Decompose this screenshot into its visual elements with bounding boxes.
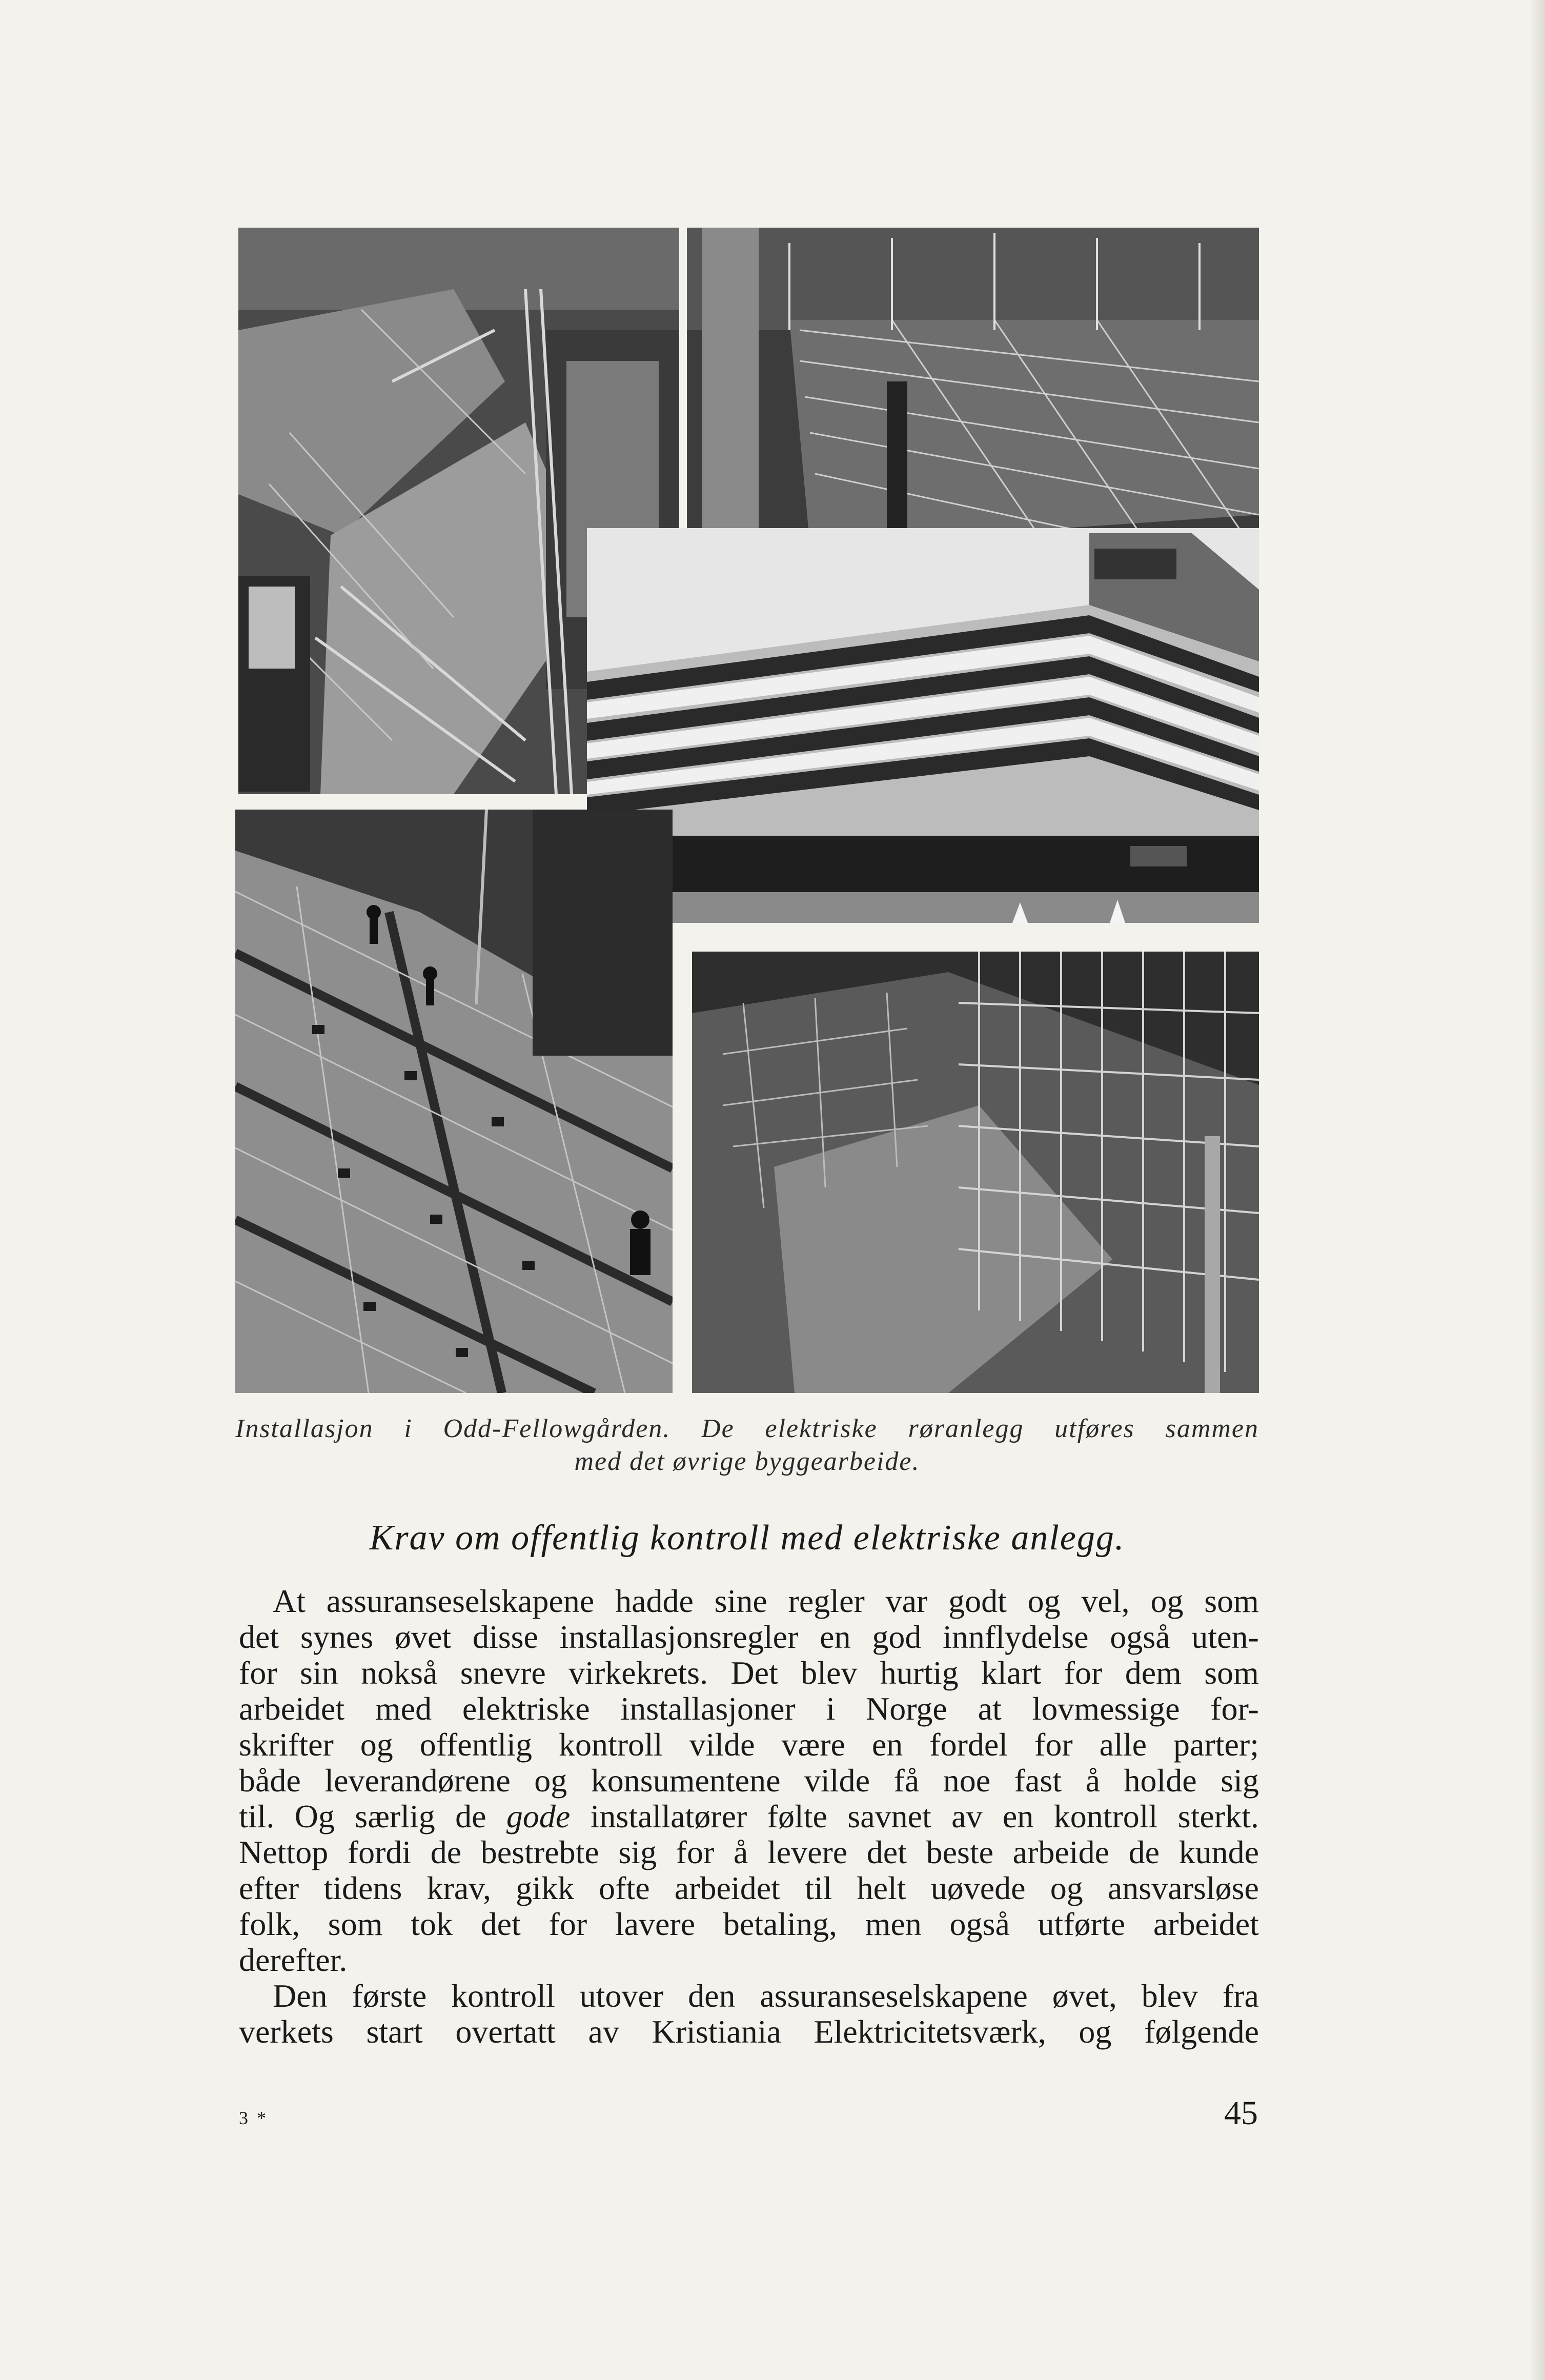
text-line <box>239 1942 1259 1978</box>
photo-odd-fellow-building <box>587 528 1259 923</box>
photo-caption <box>235 1413 1259 1478</box>
word: en <box>820 1619 851 1655</box>
text-line <box>239 1906 1259 1942</box>
word: blev <box>1141 1978 1198 2014</box>
photo-rebar-floor <box>687 228 1259 546</box>
word: å <box>733 1834 748 1870</box>
word: Det <box>730 1655 778 1691</box>
word: leverandørene <box>324 1762 511 1799</box>
word: alle <box>1099 1726 1147 1763</box>
word: som <box>1204 1583 1259 1619</box>
caption-word: Installasjon <box>235 1414 374 1443</box>
word: bestrebte <box>480 1834 599 1870</box>
word: savnet <box>847 1798 931 1834</box>
word: det <box>239 1619 279 1655</box>
word: som <box>1204 1655 1259 1691</box>
page-number: 45 <box>1224 2094 1258 2132</box>
word: for- <box>1210 1690 1259 1727</box>
word: med <box>375 1690 432 1727</box>
word: start <box>366 2013 423 2050</box>
word: god <box>872 1619 922 1655</box>
word: disse <box>472 1619 538 1655</box>
word: gode <box>506 1798 571 1834</box>
word: skrifter <box>239 1726 334 1763</box>
text-line <box>239 2014 1259 2050</box>
word: i <box>826 1690 836 1727</box>
word: derefter. <box>239 1942 348 1978</box>
word: lovmessige <box>1032 1690 1180 1727</box>
word: sin <box>300 1655 338 1691</box>
word: at <box>978 1690 1002 1727</box>
text-line <box>239 1655 1259 1691</box>
word: installasjoner <box>620 1690 796 1727</box>
word: utførte <box>1038 1906 1126 1942</box>
word: godt <box>948 1583 1007 1619</box>
word: regler <box>788 1583 865 1619</box>
word: få <box>893 1762 920 1799</box>
text-line <box>239 1799 1259 1834</box>
word: øvet, <box>1052 1978 1117 2014</box>
word: og <box>1027 1583 1061 1619</box>
word: som <box>328 1906 383 1942</box>
word: Nettop <box>239 1834 329 1870</box>
word: og <box>534 1762 567 1799</box>
word: verkets <box>239 2013 334 2050</box>
photo-scaffolding <box>692 952 1259 1393</box>
word: efter <box>239 1870 299 1906</box>
signature-mark: 3 * <box>239 2108 268 2128</box>
word: vilde <box>804 1762 870 1799</box>
word: sig <box>1221 1762 1259 1799</box>
word: Kristiania <box>652 2013 781 2050</box>
word: virkekrets. <box>568 1655 708 1691</box>
word: krav, <box>426 1870 491 1906</box>
word: følte <box>767 1798 827 1834</box>
caption-word: røranlegg <box>908 1414 1024 1443</box>
word: snevre <box>460 1655 546 1691</box>
word: vilde <box>689 1726 755 1763</box>
word: for <box>676 1834 715 1870</box>
word: det <box>480 1906 521 1942</box>
word: for <box>239 1655 277 1691</box>
caption-line-1 <box>235 1413 1259 1445</box>
section-heading: Krav om offentlig kontroll med elektriske anlegg. <box>369 1518 1125 1558</box>
text-line <box>239 1870 1259 1906</box>
word: arbeidet <box>239 1690 345 1727</box>
caption-word: Odd-Fellowgården. <box>443 1414 671 1443</box>
word: vel, <box>1081 1583 1130 1619</box>
word: de <box>455 1798 486 1834</box>
page-edge <box>1530 0 1545 2380</box>
word: utover <box>579 1978 664 2014</box>
text-line <box>239 1834 1259 1870</box>
word: en <box>871 1726 903 1763</box>
word: ofte <box>599 1870 650 1906</box>
word: særlig <box>355 1798 435 1834</box>
word: det <box>866 1834 907 1870</box>
word: uøvede <box>930 1870 1026 1906</box>
word: tok <box>411 1906 453 1942</box>
word: og <box>1150 1583 1184 1619</box>
caption-word: De <box>701 1414 735 1443</box>
word: parter; <box>1173 1726 1259 1763</box>
word: Den <box>273 1978 328 2014</box>
word: arbeidet <box>1153 1906 1259 1942</box>
word: til. <box>239 1798 275 1834</box>
word: den <box>688 1978 736 2014</box>
word: kontroll <box>1053 1798 1158 1834</box>
word: uten- <box>1191 1619 1259 1655</box>
word: Elektricitetsværk, <box>814 2013 1046 2050</box>
word: og <box>360 1726 393 1763</box>
word: Norge <box>866 1690 947 1727</box>
word: holde <box>1124 1762 1197 1799</box>
word: hurtig <box>880 1655 959 1691</box>
word: også <box>1110 1619 1170 1655</box>
word: installatører <box>590 1798 747 1834</box>
word: kontroll <box>451 1978 555 2014</box>
word: sig <box>618 1834 657 1870</box>
text-line <box>239 1727 1259 1763</box>
word: ansvarsløse <box>1107 1870 1259 1906</box>
word: av <box>588 2013 619 2050</box>
word: assuranseselskapene <box>760 1978 1028 2014</box>
word: betaling, <box>723 1906 837 1942</box>
word: første <box>352 1978 427 2014</box>
word: levere <box>767 1834 848 1870</box>
word: blev <box>801 1655 858 1691</box>
word: Og <box>294 1798 335 1834</box>
word: overtatt <box>455 2013 556 2050</box>
word: sterkt. <box>1177 1798 1259 1834</box>
word: folk, <box>239 1906 300 1942</box>
word: følgende <box>1144 2013 1259 2050</box>
word: lavere <box>615 1906 696 1942</box>
word: installasjonsregler <box>559 1619 799 1655</box>
word: noe <box>943 1762 991 1799</box>
word: og <box>1079 2013 1112 2050</box>
text-line <box>239 1978 1259 2014</box>
word: både <box>239 1762 301 1799</box>
word: helt <box>857 1870 906 1906</box>
word: beste <box>926 1834 994 1870</box>
word: og <box>1050 1870 1083 1906</box>
word: klart <box>981 1655 1042 1691</box>
word: arbeidet <box>674 1870 780 1906</box>
text-line <box>239 1619 1259 1655</box>
word: fordi <box>347 1834 412 1870</box>
caption-word: i <box>404 1414 413 1443</box>
word: synes <box>300 1619 374 1655</box>
word: fra <box>1222 1978 1259 2014</box>
word: hadde <box>615 1583 694 1619</box>
word: kontroll <box>558 1726 663 1763</box>
word: offentlig <box>419 1726 532 1763</box>
word: dem <box>1125 1655 1182 1691</box>
caption-word: sammen <box>1165 1414 1259 1443</box>
text-line <box>239 1583 1259 1619</box>
word: av <box>951 1798 983 1834</box>
photo-slab-workers <box>235 810 673 1393</box>
caption-word: elektriske <box>765 1414 878 1443</box>
photo-collage <box>235 228 1259 1393</box>
word: innflydelse <box>943 1619 1089 1655</box>
word: var <box>885 1583 928 1619</box>
word: konsumentene <box>591 1762 781 1799</box>
word: gikk <box>516 1870 574 1906</box>
word: assuranseselskapene <box>326 1583 595 1619</box>
word: nokså <box>361 1655 438 1691</box>
caption-word: utføres <box>1054 1414 1135 1443</box>
word: også <box>949 1906 1010 1942</box>
word: At <box>273 1583 306 1619</box>
word: fordel <box>929 1726 1008 1763</box>
word: de <box>430 1834 462 1870</box>
word: kunde <box>1178 1834 1259 1870</box>
word: tidens <box>323 1870 402 1906</box>
word: til <box>805 1870 832 1906</box>
word: sine <box>714 1583 767 1619</box>
word: fast <box>1014 1762 1062 1799</box>
text-line <box>239 1691 1259 1727</box>
word: arbeide <box>1012 1834 1109 1870</box>
word: for <box>1034 1726 1073 1763</box>
word: en <box>1002 1798 1034 1834</box>
word: de <box>1128 1834 1160 1870</box>
word: for <box>548 1906 587 1942</box>
word: men <box>865 1906 922 1942</box>
text-line <box>239 1763 1259 1799</box>
word: øvet <box>394 1619 452 1655</box>
word: elektriske <box>462 1690 590 1727</box>
body-text <box>239 1583 1259 2050</box>
word: for <box>1064 1655 1103 1691</box>
word: å <box>1085 1762 1100 1799</box>
word: være <box>781 1726 845 1763</box>
caption-line-2: med det øvrige byggearbeide. <box>574 1447 920 1476</box>
